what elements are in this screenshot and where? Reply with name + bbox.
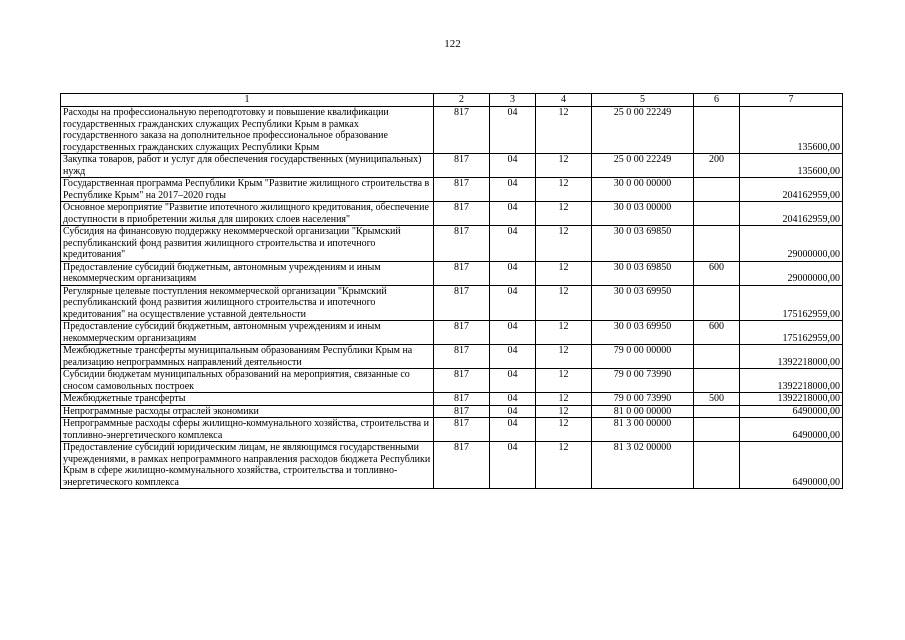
amount-cell: 175162959,00 [740, 285, 843, 321]
amount-cell: 135600,00 [740, 107, 843, 154]
expense-name-cell: Регулярные целевые поступления некоммерческой организации "Крымский республиканский фонд развития жилищного строительства и ипотечного кредитования" на осуществление уставной деятельности [61, 285, 434, 321]
amount-cell: 1392218000,00 [740, 369, 843, 393]
expense-type-cell [694, 202, 740, 226]
amount-cell: 1392218000,00 [740, 345, 843, 369]
subsection-code-cell: 12 [536, 405, 592, 418]
section-code-cell: 04 [490, 345, 536, 369]
section-code-cell: 04 [490, 226, 536, 262]
expense-name-cell: Предоставление субсидий бюджетным, автономным учреждениям и иным некоммерческим организациям [61, 321, 434, 345]
section-code-cell: 04 [490, 393, 536, 406]
ministry-code-cell: 817 [434, 202, 490, 226]
target-article-cell: 79 0 00 73990 [592, 393, 694, 406]
table-row [61, 154, 843, 178]
column-header: 2 [434, 94, 490, 107]
ministry-code-cell: 817 [434, 442, 490, 489]
amount-cell: 6490000,00 [740, 442, 843, 489]
ministry-code-cell: 817 [434, 285, 490, 321]
column-header: 1 [61, 94, 434, 107]
table-row [61, 285, 843, 321]
table-row [61, 405, 843, 418]
ministry-code-cell: 817 [434, 226, 490, 262]
expense-type-cell [694, 405, 740, 418]
ministry-code-cell: 817 [434, 107, 490, 154]
target-article-cell: 30 0 03 69950 [592, 321, 694, 345]
budget-table [60, 93, 843, 489]
table-row [61, 369, 843, 393]
column-header: 6 [694, 94, 740, 107]
expense-name-cell: Непрограммные расходы отраслей экономики [61, 405, 434, 418]
table-row [61, 202, 843, 226]
section-code-cell: 04 [490, 321, 536, 345]
target-article-cell: 30 0 03 69850 [592, 226, 694, 262]
expense-type-cell [694, 178, 740, 202]
amount-cell: 135600,00 [740, 154, 843, 178]
target-article-cell: 25 0 00 22249 [592, 154, 694, 178]
expense-name-cell: Расходы на профессиональную переподготовку и повышение квалификации государственных гражданских служащих Республики Крым в рамках государственного заказа на дополнительное профессиональное образование государственных гражданских служащих Республики Крым [61, 107, 434, 154]
expense-name-cell: Предоставление субсидий юридическим лицам, не являющимся государственными учреждениями, в рамках непрограммного направления расходов бюджета Республики Крым в сфере жилищно-коммунального хозяйства, строительства и топливно-энергетического комплекса [61, 442, 434, 489]
section-code-cell: 04 [490, 418, 536, 442]
expense-name-cell: Непрограммные расходы сферы жилищно-коммунального хозяйства, строительства и топливно-энергетического комплекса [61, 418, 434, 442]
ministry-code-cell: 817 [434, 405, 490, 418]
expense-type-cell: 600 [694, 261, 740, 285]
expense-type-cell [694, 285, 740, 321]
section-code-cell: 04 [490, 442, 536, 489]
section-code-cell: 04 [490, 202, 536, 226]
column-header: 4 [536, 94, 592, 107]
table-row [61, 261, 843, 285]
subsection-code-cell: 12 [536, 202, 592, 226]
subsection-code-cell: 12 [536, 178, 592, 202]
table-body [61, 107, 843, 489]
target-article-cell: 79 0 00 00000 [592, 345, 694, 369]
table-row [61, 107, 843, 154]
amount-cell: 175162959,00 [740, 321, 843, 345]
page-number: 122 [444, 38, 461, 50]
table-row [61, 418, 843, 442]
table-row [61, 178, 843, 202]
ministry-code-cell: 817 [434, 345, 490, 369]
table-header-row [61, 94, 843, 107]
target-article-cell: 30 0 00 00000 [592, 178, 694, 202]
expense-type-cell [694, 226, 740, 262]
amount-cell: 204162959,00 [740, 202, 843, 226]
subsection-code-cell: 12 [536, 154, 592, 178]
ministry-code-cell: 817 [434, 418, 490, 442]
expense-type-cell [694, 107, 740, 154]
subsection-code-cell: 12 [536, 321, 592, 345]
ministry-code-cell: 817 [434, 321, 490, 345]
expense-type-cell [694, 418, 740, 442]
section-code-cell: 04 [490, 107, 536, 154]
table-row [61, 345, 843, 369]
expense-type-cell [694, 345, 740, 369]
ministry-code-cell: 817 [434, 154, 490, 178]
expense-type-cell [694, 442, 740, 489]
expense-name-cell: Межбюджетные трансферты [61, 393, 434, 406]
amount-cell: 29000000,00 [740, 261, 843, 285]
expense-name-cell: Государственная программа Республики Крым "Развитие жилищного строительства в Республике Крым" на 2017–2020 годы [61, 178, 434, 202]
expense-type-cell: 500 [694, 393, 740, 406]
target-article-cell: 30 0 03 69850 [592, 261, 694, 285]
expense-name-cell: Основное мероприятие "Развитие ипотечного жилищного кредитования, обеспечение доступности в приобретении жилья для широких слоев населения" [61, 202, 434, 226]
expense-type-cell [694, 369, 740, 393]
target-article-cell: 79 0 00 73990 [592, 369, 694, 393]
target-article-cell: 81 0 00 00000 [592, 405, 694, 418]
section-code-cell: 04 [490, 369, 536, 393]
amount-cell: 29000000,00 [740, 226, 843, 262]
subsection-code-cell: 12 [536, 107, 592, 154]
section-code-cell: 04 [490, 178, 536, 202]
column-header: 3 [490, 94, 536, 107]
target-article-cell: 25 0 00 22249 [592, 107, 694, 154]
table-row [61, 442, 843, 489]
ministry-code-cell: 817 [434, 178, 490, 202]
amount-cell: 1392218000,00 [740, 393, 843, 406]
ministry-code-cell: 817 [434, 369, 490, 393]
expense-name-cell: Межбюджетные трансферты муниципальным образованиям Республики Крым на реализацию непрограммных направлений деятельности [61, 345, 434, 369]
amount-cell: 6490000,00 [740, 418, 843, 442]
column-header: 5 [592, 94, 694, 107]
amount-cell: 6490000,00 [740, 405, 843, 418]
target-article-cell: 81 3 02 00000 [592, 442, 694, 489]
table-row [61, 393, 843, 406]
subsection-code-cell: 12 [536, 418, 592, 442]
subsection-code-cell: 12 [536, 369, 592, 393]
target-article-cell: 81 3 00 00000 [592, 418, 694, 442]
target-article-cell: 30 0 03 00000 [592, 202, 694, 226]
subsection-code-cell: 12 [536, 393, 592, 406]
expense-name-cell: Закупка товаров, работ и услуг для обеспечения государственных (муниципальных) нужд [61, 154, 434, 178]
subsection-code-cell: 12 [536, 285, 592, 321]
expense-name-cell: Предоставление субсидий бюджетным, автономным учреждениям и иным некоммерческим организациям [61, 261, 434, 285]
subsection-code-cell: 12 [536, 345, 592, 369]
section-code-cell: 04 [490, 405, 536, 418]
table-row [61, 226, 843, 262]
expense-type-cell: 200 [694, 154, 740, 178]
subsection-code-cell: 12 [536, 442, 592, 489]
ministry-code-cell: 817 [434, 261, 490, 285]
section-code-cell: 04 [490, 154, 536, 178]
target-article-cell: 30 0 03 69950 [592, 285, 694, 321]
subsection-code-cell: 12 [536, 261, 592, 285]
section-code-cell: 04 [490, 261, 536, 285]
column-header: 7 [740, 94, 843, 107]
ministry-code-cell: 817 [434, 393, 490, 406]
expense-type-cell: 600 [694, 321, 740, 345]
table-row [61, 321, 843, 345]
expense-name-cell: Субсидии бюджетам муниципальных образований на мероприятия, связанные со сносом самовольных построек [61, 369, 434, 393]
subsection-code-cell: 12 [536, 226, 592, 262]
section-code-cell: 04 [490, 285, 536, 321]
amount-cell: 204162959,00 [740, 178, 843, 202]
expense-name-cell: Субсидия на финансовую поддержку некоммерческой организации "Крымский республиканский фонд развития жилищного строительства и ипотечного кредитования" [61, 226, 434, 262]
